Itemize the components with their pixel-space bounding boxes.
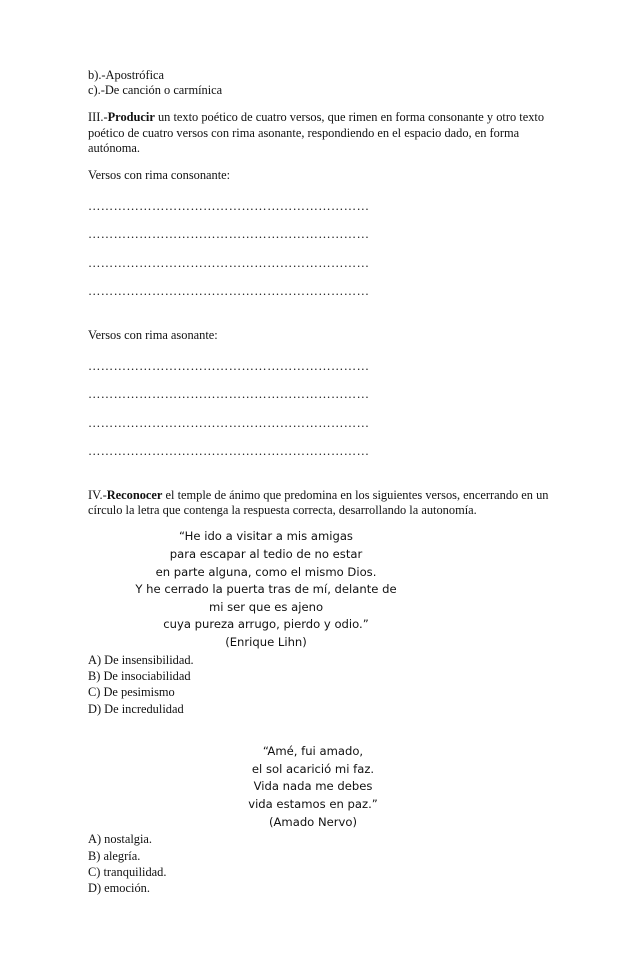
poem-line: cuya pureza arrugo, pierdo y odio.” [163, 617, 369, 632]
asonante-answer-lines [88, 359, 558, 459]
answer-line[interactable]: ………………………………………………………… [88, 387, 370, 402]
answer-line[interactable]: ………………………………………………………… [88, 443, 370, 458]
answer-line[interactable]: ………………………………………………………… [88, 227, 370, 242]
poem-line: para escapar al tedio de no estar [169, 547, 363, 562]
option-b[interactable]: B) De insociabilidad [88, 669, 191, 684]
option-c[interactable]: C) De pesimismo [88, 685, 175, 700]
section-4-number: IV.- [88, 488, 107, 503]
poem-line: “Amé, fui amado, [262, 744, 364, 759]
poem-line: Y he cerrado la puerta tras de mí, delante de [135, 582, 397, 597]
answer-line[interactable]: ………………………………………………………… [88, 359, 370, 374]
answer-line[interactable]: ………………………………………………………… [88, 199, 370, 214]
option-b-apostrofica: b).-Apostrófica [88, 68, 165, 82]
section-4-instruction [88, 488, 558, 518]
option-d[interactable]: D) emoción. [88, 881, 150, 896]
poem-line: “He ido a visitar a mis amigas [179, 529, 353, 544]
consonante-answer-lines [88, 199, 558, 299]
poem-line: Vida nada me debes [253, 779, 373, 794]
answer-line[interactable]: ………………………………………………………… [88, 255, 370, 270]
section-3-verb: Producir [107, 110, 155, 125]
document-page [88, 68, 558, 897]
poem-1-options [88, 652, 558, 718]
option-b[interactable]: B) alegría. [88, 848, 141, 863]
consonante-label: Versos con rima consonante: [88, 168, 231, 183]
poem-author: (Amado Nervo) [268, 814, 358, 829]
poem-line: mi ser que es ajeno [208, 599, 324, 614]
option-c[interactable]: C) tranquilidad. [88, 865, 167, 880]
option-d[interactable]: D) De incredulidad [88, 701, 184, 716]
poem-nervo [88, 743, 538, 831]
poem-author: (Enrique Lihn) [225, 635, 307, 650]
section-3-number: III.- [88, 110, 108, 125]
section-3-text: un texto poético de cuatro versos, que rimen en forma consonante y otro texto poético de cuatro versos con rima asonante, respondiendo en el espacio dado, en forma autónoma. [88, 110, 545, 155]
option-a[interactable]: A) nostalgia. [88, 832, 153, 847]
option-c-cancion: c).-De canción o carmínica [88, 83, 223, 98]
answer-line[interactable]: ………………………………………………………… [88, 415, 370, 430]
section-4-text: el temple de ánimo que predomina en los siguientes versos, encerrando en un círculo la letra que contenga la respuesta correcta, desarrollando la autonomía. [88, 488, 549, 518]
answer-line[interactable]: ………………………………………………………… [88, 283, 370, 298]
poem-2-options [88, 831, 558, 897]
asonante-label: Versos con rima asonante: [88, 328, 218, 343]
poem-line: en parte alguna, como el mismo Dios. [155, 564, 377, 579]
section-3-instruction [88, 110, 558, 156]
poem-line: el sol acarició mi faz. [251, 761, 375, 776]
option-a[interactable]: A) De insensibilidad. [88, 652, 194, 667]
poem-lihn [88, 528, 444, 651]
poem-line: vida estamos en paz.” [248, 797, 378, 812]
section-4-verb: Reconocer [106, 488, 163, 503]
